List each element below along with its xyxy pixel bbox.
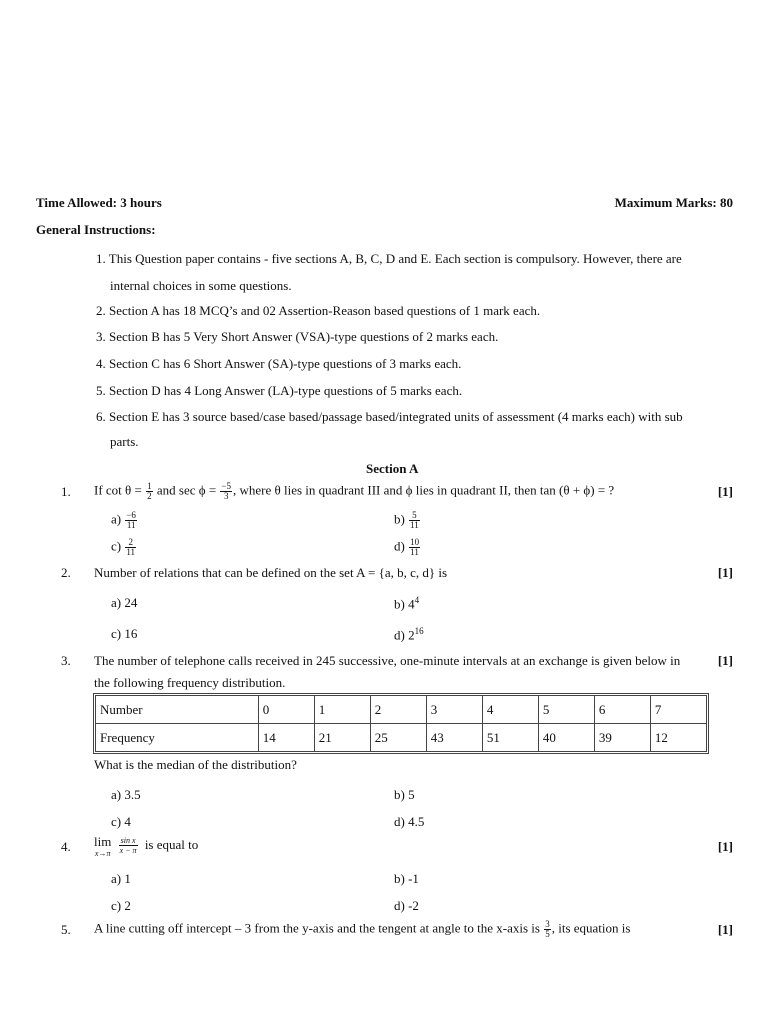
table-cell: 40 xyxy=(538,724,594,752)
q1-frac-cot-den: 2 xyxy=(147,491,152,501)
q1-option-d-num: 10 xyxy=(410,537,420,547)
q3-text-line2: the following frequency distribution. xyxy=(94,675,286,690)
table-cell: 0 xyxy=(258,696,314,724)
table-cell: 51 xyxy=(482,724,538,752)
q2-option-b-label: b) xyxy=(394,596,409,612)
maximum-marks: Maximum Marks: 80 xyxy=(614,195,733,210)
q4-text-tail: is equal to xyxy=(144,837,199,852)
q2-option-a[interactable]: a) 24 xyxy=(111,595,138,610)
q2-option-d-label: d) xyxy=(394,627,409,643)
q1-option-c-frac xyxy=(125,538,136,557)
q2-text: Number of relations that can be defined on the set A = {a, b, c, d} is xyxy=(94,565,448,580)
table-cell: 43 xyxy=(426,724,482,752)
q1-frac-cot-num: 1 xyxy=(147,481,152,491)
table-cell: 6 xyxy=(594,696,650,724)
q1-frac-cot xyxy=(146,482,153,501)
q4-frac xyxy=(119,836,138,855)
q5-text xyxy=(94,920,630,939)
instruction-3: 3. Section B has 5 Very Short Answer (VSA)-type questions of 2 marks each. xyxy=(96,329,499,344)
table-cell: 5 xyxy=(538,696,594,724)
q5-text-part2: , its equation is xyxy=(551,920,631,936)
q4-frac-num: sin x xyxy=(119,836,138,846)
q4-limit-word: lim xyxy=(94,834,112,849)
q5-frac-num: 3 xyxy=(545,919,550,929)
q1-option-c-label: c) xyxy=(111,538,122,554)
instruction-6-cont: parts. xyxy=(110,434,139,449)
q3-option-d[interactable]: d) 4.5 xyxy=(394,814,425,829)
q1-option-d-label: d) xyxy=(394,538,405,554)
q5-marks: [1] xyxy=(717,922,733,937)
q3-number: 3. xyxy=(61,653,71,668)
q1-option-d[interactable] xyxy=(394,538,421,557)
q3-option-c[interactable]: c) 4 xyxy=(111,814,131,829)
instruction-2: 2. Section A has 18 MCQ’s and 02 Assertion-Reason based questions of 1 mark each. xyxy=(96,303,541,318)
table-cell: 14 xyxy=(258,724,314,752)
q4-limit-sub: x→π xyxy=(94,849,111,858)
table-cell: 3 xyxy=(426,696,482,724)
q3-marks: [1] xyxy=(717,653,733,668)
q5-frac xyxy=(544,920,551,939)
q4-option-d[interactable]: d) -2 xyxy=(394,898,419,913)
q1-option-c-num: 2 xyxy=(125,538,136,548)
q2-marks: [1] xyxy=(717,565,733,580)
table-cell: 1 xyxy=(314,696,370,724)
q1-option-a-label: a) xyxy=(111,511,122,527)
q3-option-b[interactable]: b) 5 xyxy=(394,787,415,802)
q4-number: 4. xyxy=(61,839,71,854)
q2-option-d[interactable] xyxy=(394,626,424,643)
section-title: Section A xyxy=(366,461,419,476)
table-row-number xyxy=(96,696,707,724)
frequency-table xyxy=(95,695,707,752)
table-cell: 21 xyxy=(314,724,370,752)
q1-option-d-frac xyxy=(409,538,420,557)
instruction-1: 1. This Question paper contains - five sections A, B, C, D and E. Each section is compulsory. However, there are xyxy=(96,251,682,266)
q4-text xyxy=(94,836,198,860)
q1-option-b[interactable] xyxy=(394,511,421,530)
table-cell: Frequency xyxy=(96,724,259,752)
q1-text xyxy=(94,482,614,501)
table-cell: 2 xyxy=(370,696,426,724)
table-cell: 25 xyxy=(370,724,426,752)
q2-option-b-exp: 4 xyxy=(414,595,420,605)
time-allowed: Time Allowed: 3 hours xyxy=(36,195,162,210)
instruction-1-cont: internal choices in some questions. xyxy=(110,278,292,293)
q3-option-a[interactable]: a) 3.5 xyxy=(111,787,141,802)
table-cell: 12 xyxy=(650,724,706,752)
q1-option-b-num: 5 xyxy=(409,511,420,521)
instruction-6: 6. Section E has 3 source based/case based/passage based/integrated units of assessment (4 marks each) with sub xyxy=(96,409,683,424)
table-row-frequency xyxy=(96,724,707,752)
q1-option-c-den: 11 xyxy=(126,547,136,557)
q1-option-a-num: −6 xyxy=(126,510,136,520)
q1-option-b-label: b) xyxy=(394,511,405,527)
q4-option-c[interactable]: c) 2 xyxy=(111,898,131,913)
q2-number: 2. xyxy=(61,565,71,580)
q4-option-b[interactable]: b) -1 xyxy=(394,871,419,886)
q1-frac-sec xyxy=(220,482,232,501)
q1-option-c[interactable] xyxy=(111,538,137,557)
q1-option-b-frac xyxy=(409,511,420,530)
q5-text-part1: A line cutting off intercept – 3 from the y-axis and the tengent at angle to the x-axis is xyxy=(94,920,544,936)
q4-option-a[interactable]: a) 1 xyxy=(111,871,131,886)
table-cell: 7 xyxy=(650,696,706,724)
q1-option-d-den: 11 xyxy=(410,547,419,557)
q1-text-part2: and sec ϕ = xyxy=(153,482,220,498)
table-cell: 39 xyxy=(594,724,650,752)
table-cell: 4 xyxy=(482,696,538,724)
q1-option-a-den: 11 xyxy=(126,520,136,530)
q1-text-part1: If cot θ = xyxy=(94,482,146,498)
q1-option-a-frac xyxy=(125,511,137,530)
q5-number: 5. xyxy=(61,922,71,937)
q2-option-c[interactable]: c) 16 xyxy=(111,626,138,641)
q1-text-part3: , where θ lies in quadrant III and ϕ lies in quadrant II, then tan (θ + ϕ) = ? xyxy=(232,482,615,498)
instruction-4: 4. Section C has 6 Short Answer (SA)-type questions of 3 marks each. xyxy=(96,356,462,371)
q4-limit xyxy=(94,836,111,860)
q1-frac-sec-den: 3 xyxy=(223,491,229,501)
q4-marks: [1] xyxy=(717,839,733,854)
q5-frac-den: 5 xyxy=(545,929,550,939)
q2-option-b-base: 4 xyxy=(408,596,415,612)
table-cell: Number xyxy=(96,696,259,724)
q1-option-b-den: 11 xyxy=(410,520,419,530)
q1-number: 1. xyxy=(61,484,71,499)
q3-text-line1: The number of telephone calls received in 245 successive, one-minute intervals at an exchange is given below in xyxy=(94,653,681,668)
q2-option-d-exp: 16 xyxy=(414,626,424,636)
q3-question: What is the median of the distribution? xyxy=(94,757,297,772)
instruction-5: 5. Section D has 4 Long Answer (LA)-type questions of 5 marks each. xyxy=(96,383,463,398)
q4-frac-den: x − π xyxy=(119,846,137,855)
general-instructions-heading: General Instructions: xyxy=(36,222,156,237)
q2-option-b[interactable] xyxy=(394,595,419,612)
q1-marks: [1] xyxy=(717,484,733,499)
q1-option-a[interactable] xyxy=(111,511,138,530)
q1-frac-sec-num: −5 xyxy=(221,481,231,491)
q2-option-d-base: 2 xyxy=(408,627,415,643)
